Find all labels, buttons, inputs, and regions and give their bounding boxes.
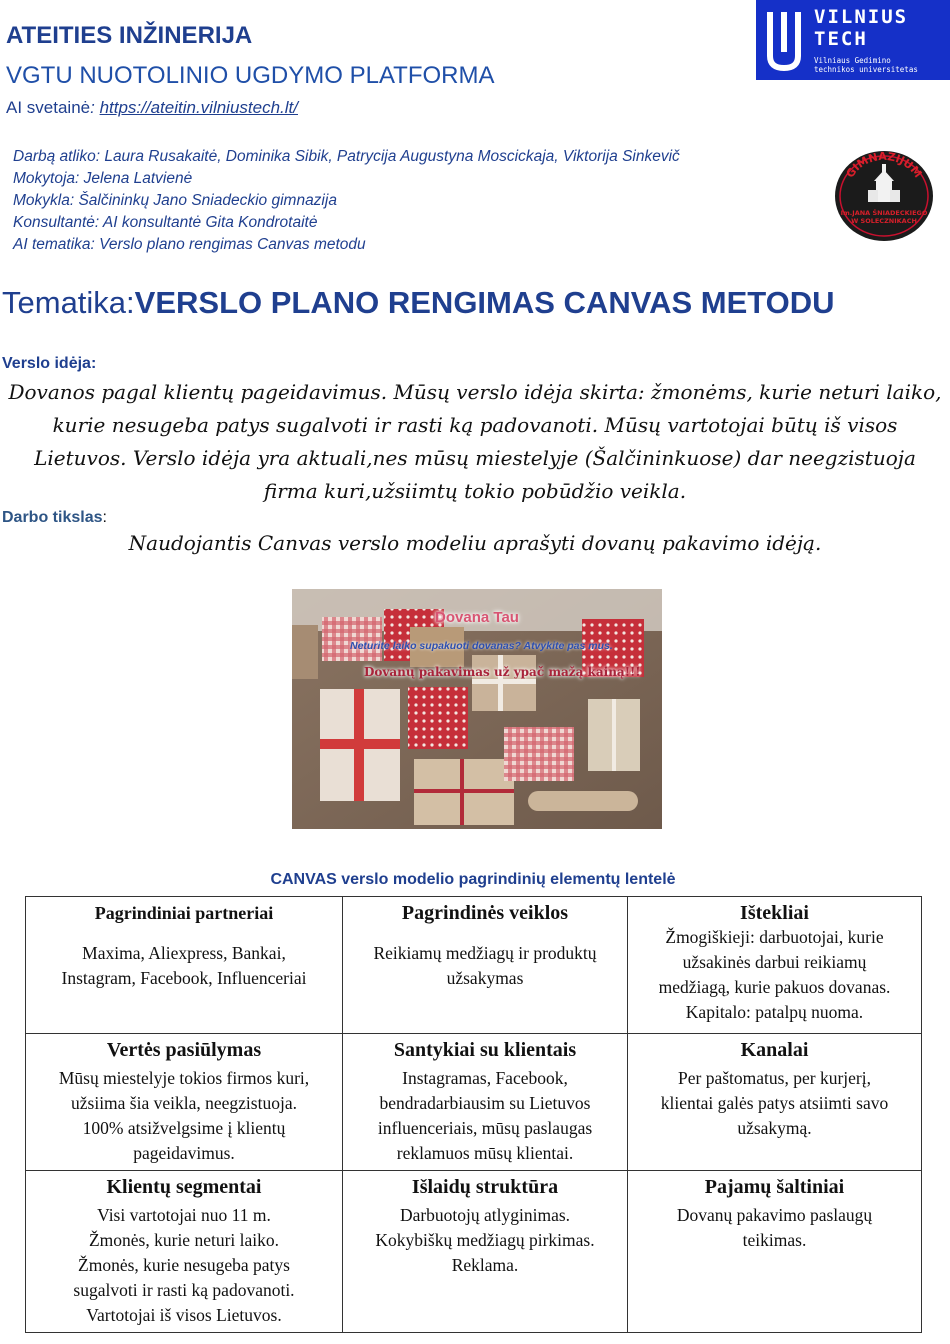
resources-title: Ištekliai xyxy=(740,902,809,924)
value-line2: užsiima šia veikla, neegzistuoja. xyxy=(71,1093,297,1113)
relations-line1: Instagramas, Facebook, xyxy=(402,1068,568,1088)
segments-line4: sugalvoti ir rasti ką padovanoti. xyxy=(73,1280,295,1300)
vilniustech-logo xyxy=(756,0,950,80)
canvas-table xyxy=(25,896,922,1333)
partners-title: Pagrindiniai partneriai xyxy=(94,903,274,923)
idea-text: Dovanos pagal klientų pageidavimus. Mūsų verslo idėja skirta: žmonėms, kurie neturi laiko, kurie nesugeba patys sugalvoti ir rasti ką padovanoti. Mūsų vartotojai būtų iš visos Lietuvos. Verslo idėja yra aktuali,nes mūsų miestelyje (Šalčininkuose) dar neegzistuoja firma kuri,užsiimtų tokio pobūdžio veikla. xyxy=(8,380,942,503)
activities-title: Pagrindinės veiklos xyxy=(401,902,569,924)
cell-key-resources xyxy=(628,897,922,1034)
vilniustech-wordmark xyxy=(814,6,908,50)
resources-line1: Žmogiškieji: darbuotojai, kurie xyxy=(665,927,884,947)
vilniustech-u-icon xyxy=(764,8,804,72)
resources-line4: Kapitalo: patalpų nuoma. xyxy=(685,1002,864,1022)
value-title: Vertės pasiūlymas xyxy=(106,1039,262,1061)
site-separator: : xyxy=(90,98,100,117)
relations-line3: influenceriais, mūsų paslaugas xyxy=(377,1118,593,1138)
value-line3: 100% atsižvelgsime į klientų xyxy=(82,1118,286,1138)
topic-title: VERSLO PLANO RENGIMAS CANVAS METODU xyxy=(134,285,835,320)
segments-line5: Vartotojai iš visos Lietuvos. xyxy=(86,1305,282,1325)
gift-ad-image xyxy=(292,589,662,829)
meta-school: Mokykla: Šalčininkų Jano Sniadeckio gimnazija xyxy=(13,192,337,209)
revenue-title: Pajamų šaltiniai xyxy=(704,1176,845,1198)
segments-text xyxy=(36,1203,332,1328)
resources-line2: užsakinės darbui reikiamų xyxy=(682,952,867,972)
value-line4: pageidavimus. xyxy=(133,1143,235,1163)
site-line xyxy=(6,98,298,118)
partners-line1: Maxima, Aliexpress, Bankai, xyxy=(82,943,286,963)
costs-line2: Kokybiškų medžiagų pirkimas. xyxy=(375,1230,595,1250)
table-caption: CANVAS verslo modelio pagrindinių elementų lentelė xyxy=(270,871,676,888)
activities-text xyxy=(353,941,617,991)
topic-heading xyxy=(2,285,835,321)
logo-line2: TECH xyxy=(814,28,868,50)
goal-colon: : xyxy=(102,509,107,526)
costs-text xyxy=(353,1203,617,1278)
goal-label: Darbo tikslas xyxy=(2,509,103,526)
logo-line1: VILNIUS xyxy=(814,6,909,28)
costs-line3: Reklama. xyxy=(451,1255,519,1275)
costs-title: Išlaidų struktūra xyxy=(411,1176,559,1198)
relations-line4: reklamuos mūsų klientai. xyxy=(396,1143,574,1163)
relations-title: Santykiai su klientais xyxy=(393,1039,577,1061)
cell-channels xyxy=(628,1034,922,1171)
channels-line1: Per paštomatus, per kurjerį, xyxy=(678,1068,871,1088)
site-link[interactable]: https://ateitin.vilniustech.lt/ xyxy=(99,98,298,117)
cell-key-activities xyxy=(343,897,628,1034)
ad-subline: Neturite laiko supakuoti dovanas? Atvykite pas mus. xyxy=(350,640,613,652)
meta-theme: AI tematika: Verslo plano rengimas Canvas metodu xyxy=(13,236,366,253)
vilniustech-subtitle xyxy=(814,56,918,74)
meta-consultant: Konsultantė: AI konsultantė Gita Kondrotaitė xyxy=(13,214,318,231)
cell-customer-relationships xyxy=(343,1034,628,1171)
segments-line2: Žmonės, kurie neturi laiko. xyxy=(88,1230,280,1250)
segments-line1: Visi vartotojai nuo 11 m. xyxy=(97,1205,271,1225)
resources-text xyxy=(638,925,911,1025)
segments-title: Klientų segmentai xyxy=(106,1176,262,1198)
channels-line2: klientai galės patys atsiimti savo xyxy=(660,1093,889,1113)
relations-line2: bendradarbiausim su Lietuvos xyxy=(379,1093,591,1113)
channels-text xyxy=(638,1066,911,1141)
site-label: AI svetainė xyxy=(6,98,91,117)
activities-line1: Reikiamų medžiagų ir produktų xyxy=(373,943,597,963)
meta-authors: Darbą atliko: Laura Rusakaitė, Dominika Sibik, Patrycija Augustyna Moscickaja, Viktorija Sinkevič xyxy=(13,148,680,165)
goal-text: Naudojantis Canvas verslo modeliu aprašyti dovanų pakavimo idėją. xyxy=(128,531,822,555)
cell-revenue-streams xyxy=(628,1171,922,1333)
activities-line2: užsakymas xyxy=(446,968,524,988)
cell-value-proposition xyxy=(26,1034,343,1171)
gymnasium-logo xyxy=(834,150,934,242)
cell-key-partners xyxy=(26,897,343,1034)
ad-headline: Dovana Tau xyxy=(435,609,519,626)
partners-line2: Instagram, Facebook, Influenceriai xyxy=(61,968,307,988)
gymnasium-bottom-text2: W SOLECZNIKACH xyxy=(851,217,917,225)
partners-text xyxy=(36,941,332,991)
channels-line3: užsakymą. xyxy=(737,1118,812,1138)
header-subtitle: VGTU NUOTOLINIO UGDYMO PLATFORMA xyxy=(6,62,495,89)
value-text xyxy=(36,1066,332,1166)
gymnasium-top-text: GIMNAZIJUM xyxy=(843,150,925,181)
segments-line3: Žmonės, kurie nesugeba patys xyxy=(78,1255,290,1275)
revenue-line1: Dovanų pakavimo paslaugų xyxy=(676,1205,873,1225)
cell-customer-segments xyxy=(26,1171,343,1333)
ad-price-line: Dovanų pakavimas už ypač mažą kainą!!! xyxy=(364,665,641,679)
meta-teacher: Mokytoja: Jelena Latvienė xyxy=(13,170,193,187)
cell-cost-structure xyxy=(343,1171,628,1333)
header-title: ATEITIES INŽINERIJA xyxy=(6,22,253,49)
resources-line3: medžiagą, kurie pakuos dovanas. xyxy=(658,977,891,997)
revenue-line2: teikimas. xyxy=(742,1230,807,1250)
logo-sub1: Vilniaus Gedimino xyxy=(814,56,891,65)
goal-label-line xyxy=(2,509,107,527)
channels-title: Kanalai xyxy=(740,1039,809,1061)
idea-label: Verslo idėja: xyxy=(2,355,97,372)
logo-sub2: technikos universitetas xyxy=(814,65,918,74)
revenue-text xyxy=(638,1203,911,1253)
gymnasium-bottom-text1: Im.JANA ŚNIADECKIEGO xyxy=(840,209,928,217)
relations-text xyxy=(353,1066,617,1166)
value-line1: Mūsų miestelyje tokios firmos kuri, xyxy=(58,1068,310,1088)
meta-block xyxy=(13,146,680,256)
topic-prefix: Tematika: xyxy=(2,285,135,320)
costs-line1: Darbuotojų atlyginimas. xyxy=(399,1205,571,1225)
